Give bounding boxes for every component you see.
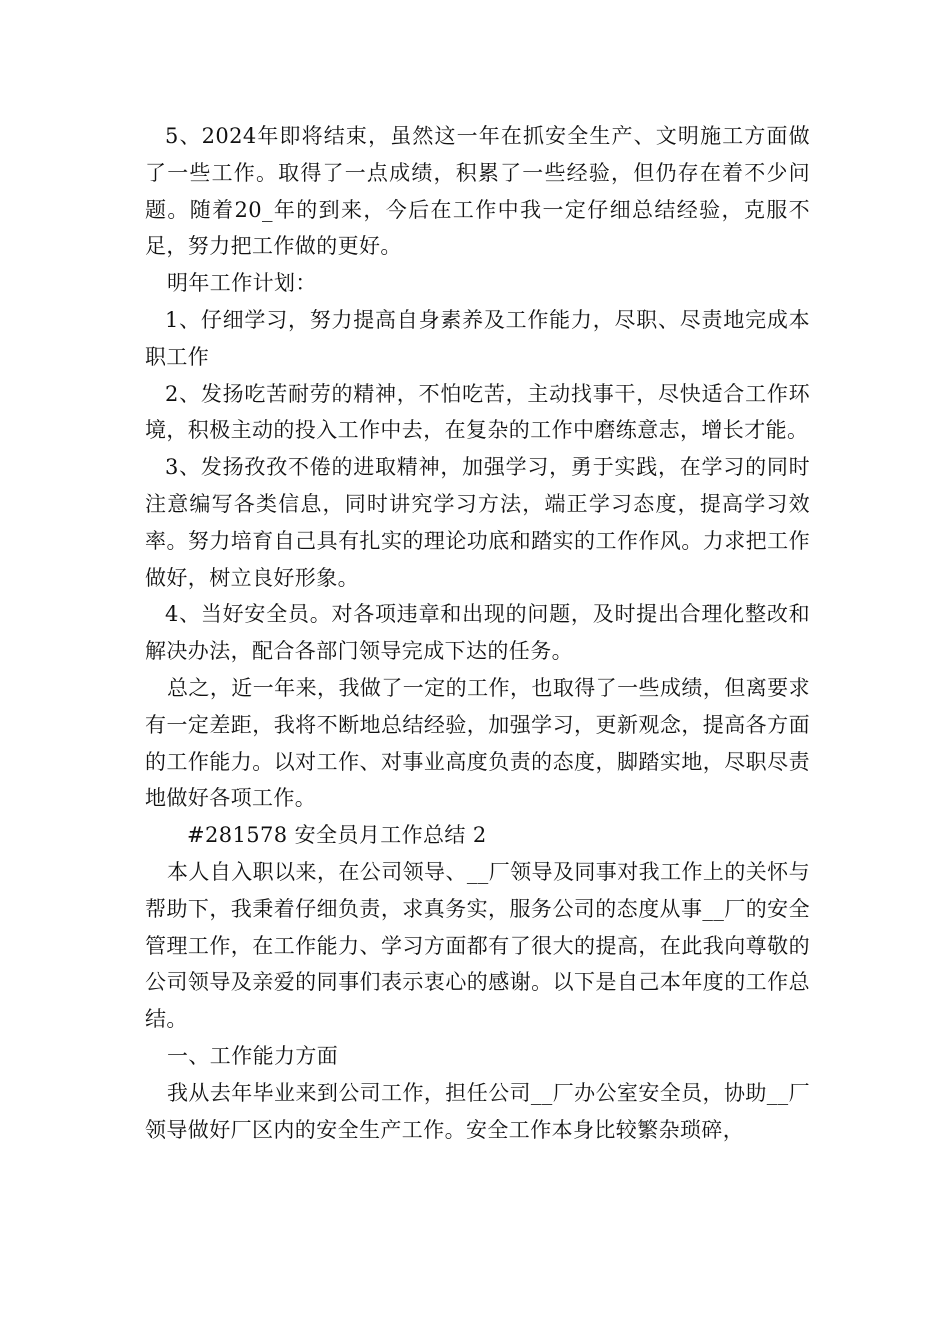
section-heading: #281578 安全员月工作总结 2 (187, 823, 487, 848)
paragraph-plan-item-3: 3、发扬孜孜不倦的进取精神，加强学习，勇于实践，在学习的同时注意编写各类信息，同时讲究学习方法，端正学习态度，提高学习效率。努力培育自己具有扎实的理论功底和踏实的工作作风。力求把工作做好，树立良好形象。 (145, 455, 810, 590)
paragraph-work-ability: 我从去年毕业来到公司工作，担任公司__厂办公室安全员，协助__厂领导做好厂区内的安全生产工作。安全工作本身比较繁杂琐碎， (145, 1080, 810, 1142)
paragraph-plan-item-4: 4、当好安全员。对各项违章和出现的问题，及时提出合理化整改和解决办法，配合各部门领导完成下达的任务。 (145, 602, 810, 664)
paragraph-intro: 本人自入职以来，在公司领导、__厂领导及同事对我工作上的关怀与帮助下，我秉着仔细负责，求真务实，服务公司的态度从事__厂的安全管理工作，在工作能力、学习方面都有了很大的提高，在此我向尊敬的公司领导及亲爱的同事们表示衷心的感谢。以下是自己本年度的工作总结。 (145, 859, 810, 1032)
paragraph-next-year-plan-heading: 明年工作计划： (167, 271, 317, 296)
paragraph-year-summary: 5、2024年即将结束，虽然这一年在抓安全生产、文明施工方面做了一些工作。取得了一点成绩，积累了一些经验，但仍存在着不少问题。随着20_年的到来，今后在工作中我一定仔细总结经验，克服不足，努力把工作做的更好。 (145, 124, 810, 259)
paragraph-conclusion: 总之，近一年来，我做了一定的工作，也取得了一些成绩，但离要求有一定差距，我将不断地总结经验，加强学习，更新观念，提高各方面的工作能力。以对工作、对事业高度负责的态度，脚踏实地，尽职尽责地做好各项工作。 (145, 675, 810, 811)
paragraph-plan-item-1: 1、仔细学习，努力提高自身素养及工作能力，尽职、尽责地完成本职工作 (145, 307, 810, 369)
document-page (145, 118, 810, 1148)
subheading-work-ability: 一、工作能力方面 (167, 1043, 339, 1068)
paragraph-plan-item-2: 2、发扬吃苦耐劳的精神，不怕吃苦，主动找事干，尽快适合工作环境，积极主动的投入工作中去，在复杂的工作中磨练意志，增长才能。 (145, 381, 810, 443)
